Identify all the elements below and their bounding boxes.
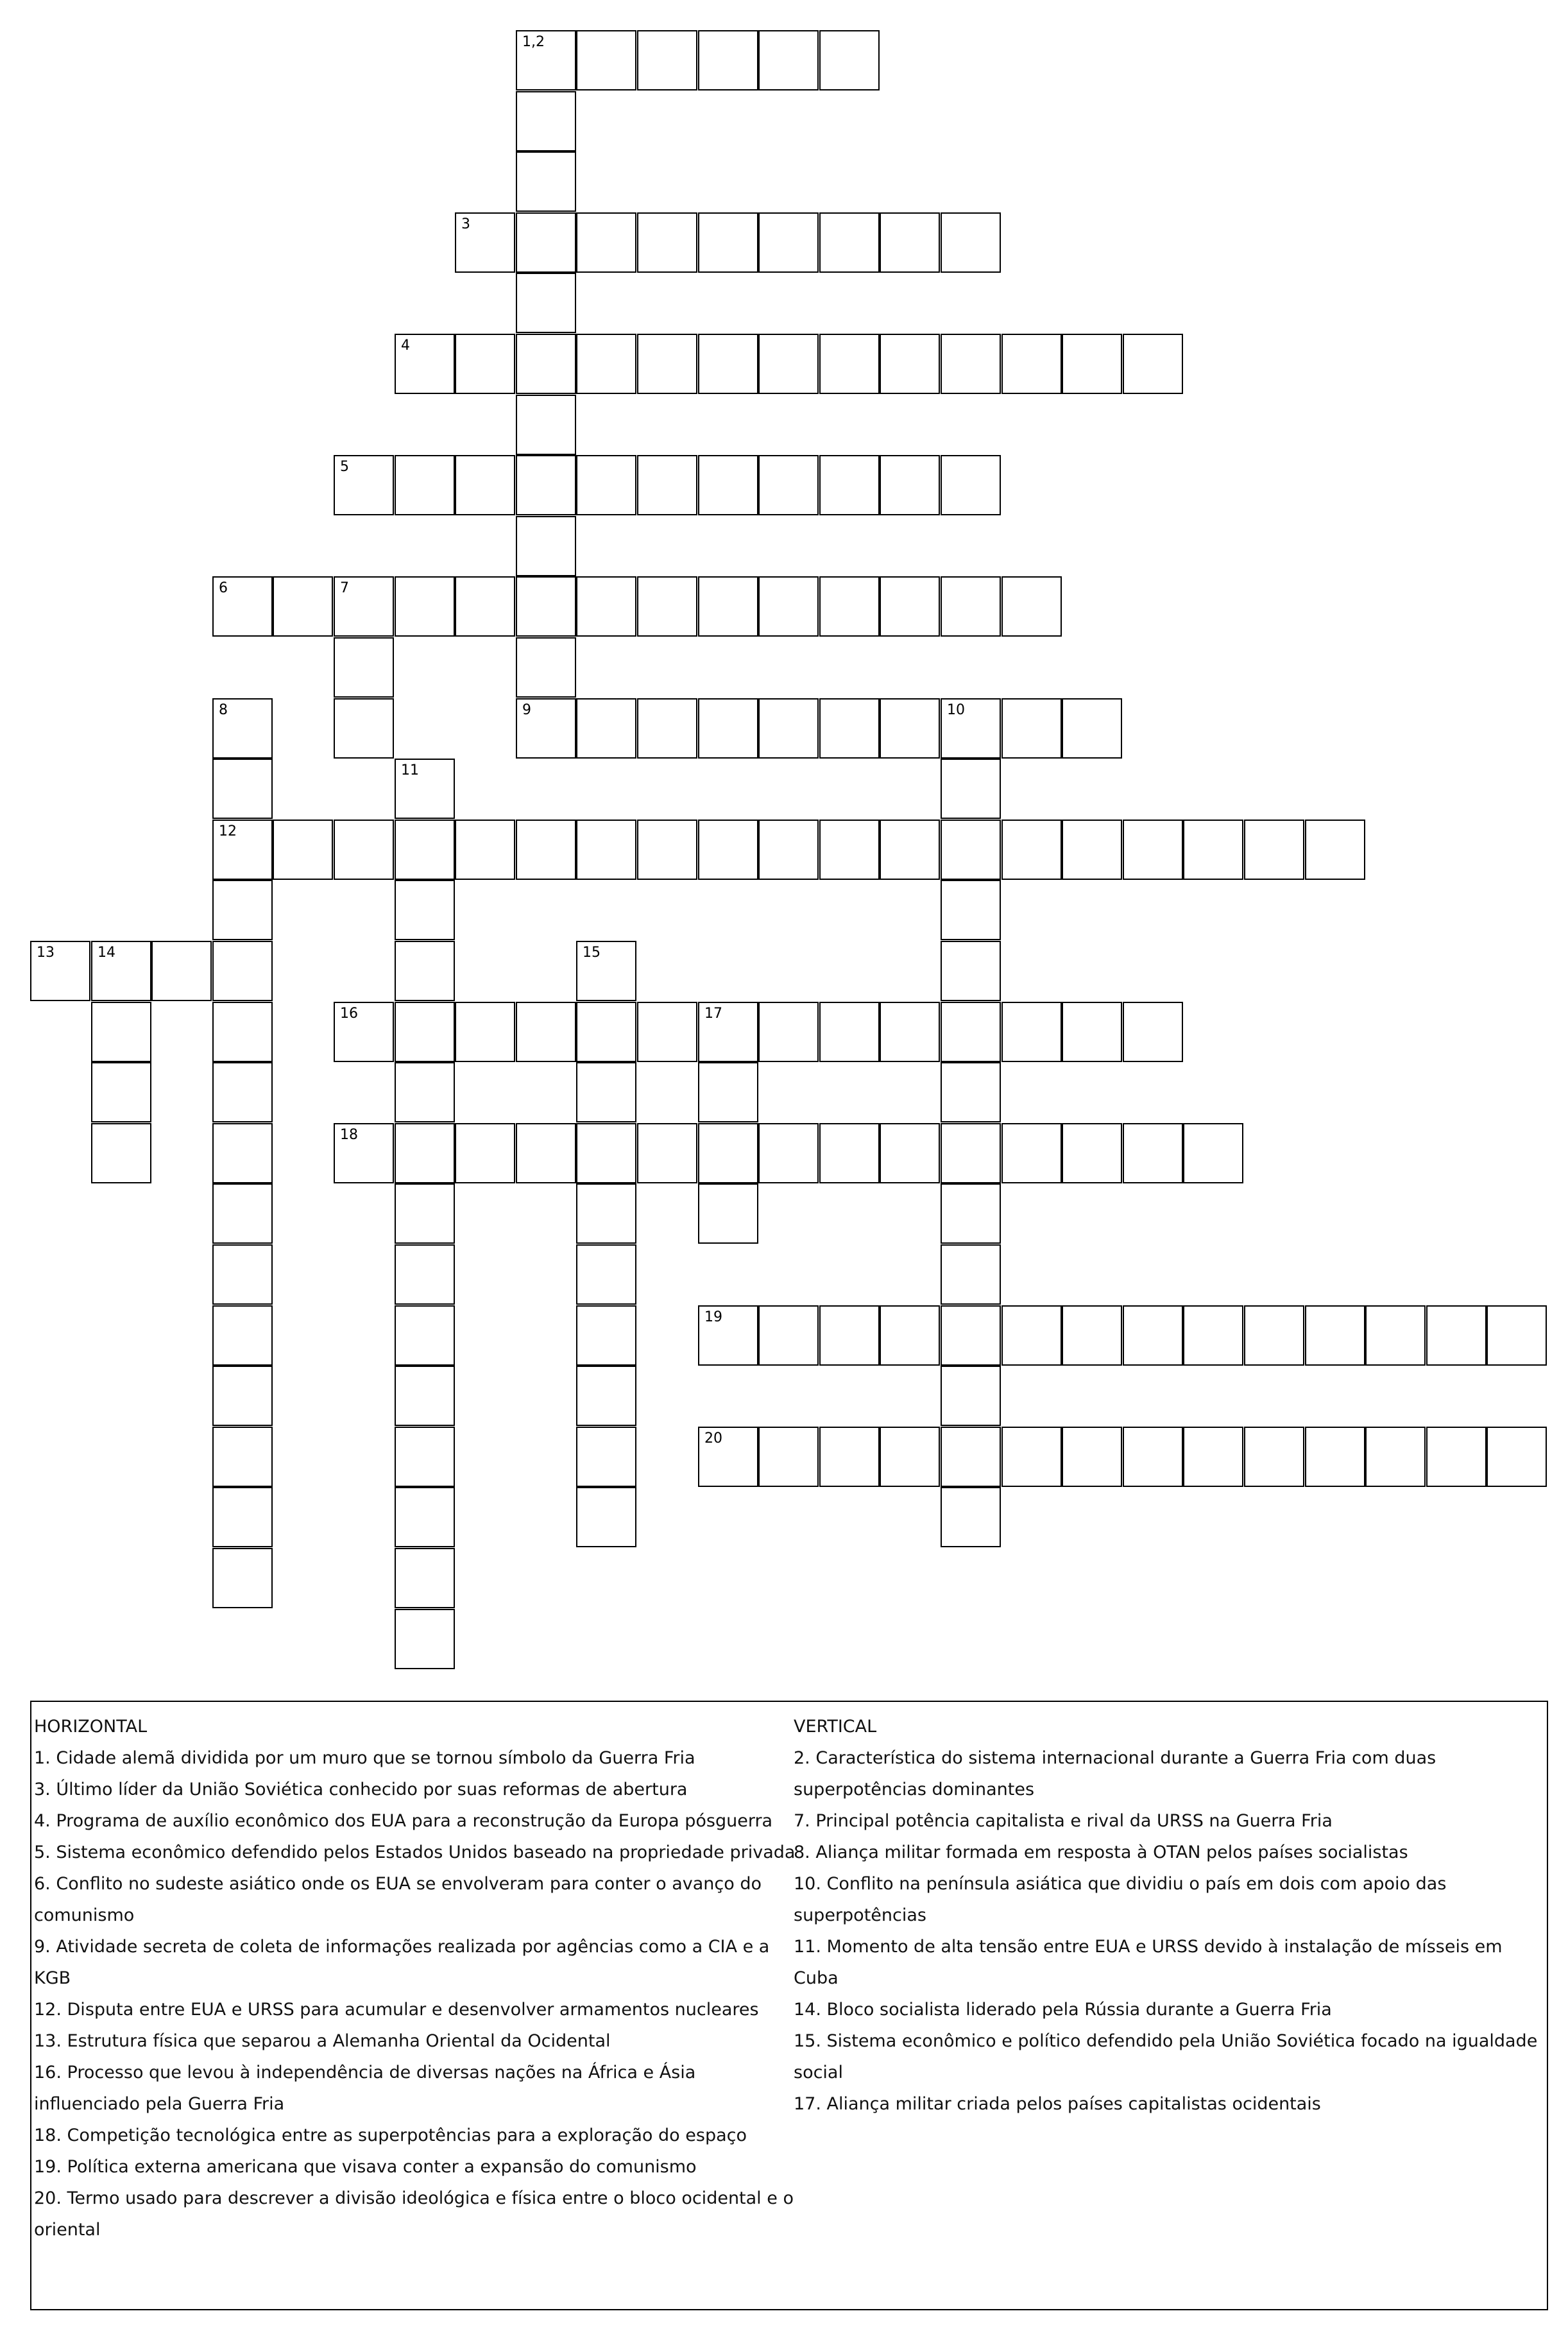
grid-cell[interactable] — [395, 334, 455, 394]
grid-cell[interactable] — [212, 880, 273, 940]
grid-cell[interactable] — [455, 212, 515, 273]
clue-number: 15 — [583, 945, 601, 961]
grid-cell[interactable] — [698, 1427, 758, 1487]
grid-cell[interactable] — [212, 1183, 273, 1244]
grid-cell[interactable] — [698, 1123, 758, 1183]
grid-cell[interactable] — [576, 455, 636, 515]
grid-cell[interactable] — [1001, 820, 1062, 880]
grid-cell[interactable] — [880, 576, 940, 637]
grid-cell[interactable] — [698, 820, 758, 880]
grid-cell[interactable] — [880, 1123, 940, 1183]
grid-cell[interactable] — [637, 334, 697, 394]
grid-cell[interactable] — [819, 30, 880, 90]
grid-cell[interactable] — [30, 941, 90, 1001]
clue-down-7: 7. Principal potência capitalista e rival da URSS na Guerra Fria — [794, 1811, 1333, 1831]
grid-cell[interactable] — [334, 637, 394, 698]
grid-cell[interactable] — [1001, 1123, 1062, 1183]
grid-cell[interactable] — [637, 30, 697, 90]
grid-cell[interactable] — [212, 1123, 273, 1183]
clue-across-6: 6. Conflito no sudeste asiático onde os EUA se envolveram para conter o avanço do comunismo — [34, 1874, 762, 1925]
grid-cell[interactable] — [516, 1002, 576, 1062]
clue-down-14: 14. Bloco socialista liderado pela Rússia durante a Guerra Fria — [794, 2000, 1332, 2020]
grid-cell[interactable] — [1062, 1305, 1122, 1366]
grid-cell[interactable] — [576, 1305, 636, 1366]
clue-number: 5 — [340, 459, 349, 475]
grid-cell[interactable] — [941, 1062, 1001, 1122]
grid-cell[interactable] — [1244, 820, 1304, 880]
grid-cell[interactable] — [637, 698, 697, 759]
grid-cell[interactable] — [516, 273, 576, 333]
grid-cell[interactable] — [819, 334, 880, 394]
grid-cell[interactable] — [819, 1002, 880, 1062]
grid-cell[interactable] — [819, 698, 880, 759]
grid-cell[interactable] — [1123, 1002, 1183, 1062]
grid-cell[interactable] — [455, 576, 515, 637]
grid-cell[interactable] — [819, 1123, 880, 1183]
grid-cell[interactable] — [758, 212, 819, 273]
grid-cell[interactable] — [395, 1427, 455, 1487]
grid-cell[interactable] — [819, 455, 880, 515]
grid-cell[interactable] — [880, 1002, 940, 1062]
clue-number: 16 — [340, 1006, 358, 1022]
grid-cell[interactable] — [516, 576, 576, 637]
clue-across-13: 13. Estrutura física que separou a Alemanha Oriental da Ocidental — [34, 2031, 611, 2051]
grid-cell[interactable] — [395, 1609, 455, 1669]
grid-cell[interactable] — [880, 820, 940, 880]
vertical-title: VERTICAL — [794, 1717, 877, 1737]
grid-cell[interactable] — [1305, 1427, 1365, 1487]
grid-cell[interactable] — [516, 516, 576, 576]
clue-across-12: 12. Disputa entre EUA e URSS para acumular e desenvolver armamentos nucleares — [34, 2000, 759, 2020]
grid-cell[interactable] — [1001, 576, 1062, 637]
grid-cell[interactable] — [758, 334, 819, 394]
grid-cell[interactable] — [880, 334, 940, 394]
grid-cell[interactable] — [941, 698, 1001, 759]
grid-cell[interactable] — [698, 455, 758, 515]
grid-cell[interactable] — [941, 1183, 1001, 1244]
grid-cell[interactable] — [334, 820, 394, 880]
grid-cell[interactable] — [516, 395, 576, 455]
grid-cell[interactable] — [1305, 1305, 1365, 1366]
clue-number: 1,2 — [522, 34, 545, 50]
grid-cell[interactable] — [1123, 1305, 1183, 1366]
grid-cell[interactable] — [1001, 698, 1062, 759]
grid-cell[interactable] — [637, 576, 697, 637]
grid-cell[interactable] — [1305, 820, 1365, 880]
horizontal-clues — [34, 1711, 797, 2245]
grid-cell[interactable] — [91, 1123, 151, 1183]
grid-cell[interactable] — [91, 941, 151, 1001]
grid-cell[interactable] — [1183, 820, 1243, 880]
grid-cell[interactable] — [212, 1062, 273, 1122]
grid-cell[interactable] — [576, 1366, 636, 1426]
clues-box — [30, 1701, 1548, 2310]
grid-cell[interactable] — [1062, 1123, 1122, 1183]
grid-cell[interactable] — [941, 576, 1001, 637]
grid-cell[interactable] — [819, 212, 880, 273]
grid-cell[interactable] — [941, 1366, 1001, 1426]
grid-cell[interactable] — [1001, 1305, 1062, 1366]
grid-cell[interactable] — [151, 941, 212, 1001]
grid-cell[interactable] — [1426, 1427, 1487, 1487]
grid-cell[interactable] — [637, 455, 697, 515]
grid-cell[interactable] — [273, 576, 333, 637]
grid-cell[interactable] — [1062, 820, 1122, 880]
clue-number: 10 — [947, 702, 965, 718]
grid-cell[interactable] — [1123, 1123, 1183, 1183]
grid-cell[interactable] — [819, 820, 880, 880]
clue-number: 8 — [219, 702, 228, 718]
grid-cell[interactable] — [819, 1427, 880, 1487]
grid-cell[interactable] — [455, 1123, 515, 1183]
grid-cell[interactable] — [395, 1002, 455, 1062]
grid-cell[interactable] — [1426, 1305, 1487, 1366]
grid-cell[interactable] — [212, 759, 273, 819]
grid-cell[interactable] — [758, 455, 819, 515]
grid-cell[interactable] — [1487, 1427, 1547, 1487]
grid-cell[interactable] — [334, 1002, 394, 1062]
grid-cell[interactable] — [576, 1487, 636, 1547]
grid-cell[interactable] — [334, 1123, 394, 1183]
clue-number: 17 — [704, 1006, 722, 1022]
grid-cell[interactable] — [941, 334, 1001, 394]
grid-cell[interactable] — [395, 820, 455, 880]
grid-cell[interactable] — [273, 820, 333, 880]
clue-across-18: 18. Competição tecnológica entre as superpotências para a exploração do espaço — [34, 2125, 747, 2145]
grid-cell[interactable] — [698, 1305, 758, 1366]
grid-cell[interactable] — [758, 1002, 819, 1062]
clue-down-15: 15. Sistema econômico e político defendido pela União Soviética focado na igualdade social — [794, 2031, 1538, 2082]
grid-cell[interactable] — [1123, 820, 1183, 880]
grid-cell[interactable] — [576, 820, 636, 880]
grid-cell[interactable] — [1062, 1427, 1122, 1487]
grid-cell[interactable] — [1487, 1305, 1547, 1366]
grid-cell[interactable] — [880, 212, 940, 273]
grid-cell[interactable] — [576, 30, 636, 90]
grid-cell[interactable] — [516, 637, 576, 698]
grid-cell[interactable] — [637, 1123, 697, 1183]
grid-cell[interactable] — [212, 1305, 273, 1366]
clue-number: 12 — [219, 823, 237, 839]
grid-cell[interactable] — [395, 455, 455, 515]
grid-cell[interactable] — [395, 941, 455, 1001]
grid-cell[interactable] — [1123, 1427, 1183, 1487]
grid-cell[interactable] — [880, 1305, 940, 1366]
grid-cell[interactable] — [576, 576, 636, 637]
grid-cell[interactable] — [395, 880, 455, 940]
grid-cell[interactable] — [941, 1487, 1001, 1547]
grid-cell[interactable] — [334, 455, 394, 515]
grid-cell[interactable] — [576, 1183, 636, 1244]
grid-cell[interactable] — [698, 1062, 758, 1122]
clue-number: 20 — [704, 1430, 722, 1447]
grid-cell[interactable] — [1244, 1427, 1304, 1487]
clue-down-11: 11. Momento de alta tensão entre EUA e URSS devido à instalação de mísseis em Cuba — [794, 1937, 1503, 1988]
vertical-clues — [794, 1711, 1544, 2120]
clue-number: 11 — [401, 762, 419, 778]
grid-cell[interactable] — [637, 212, 697, 273]
clue-down-17: 17. Aliança militar criada pelos países capitalistas ocidentais — [794, 2094, 1321, 2114]
grid-cell[interactable] — [395, 759, 455, 819]
grid-cell[interactable] — [1001, 1002, 1062, 1062]
grid-cell[interactable] — [212, 820, 273, 880]
clue-across-16: 16. Processo que levou à independência de diversas nações na África e Ásia influenciado pela Guerra Fria — [34, 2063, 696, 2114]
grid-cell[interactable] — [1001, 334, 1062, 394]
grid-cell[interactable] — [516, 91, 576, 151]
clue-across-20: 20. Termo usado para descrever a divisão ideológica e física entre o bloco ocidental e o oriental — [34, 2188, 794, 2240]
grid-cell[interactable] — [395, 1366, 455, 1426]
clue-number: 19 — [704, 1309, 722, 1325]
grid-cell[interactable] — [758, 1427, 819, 1487]
grid-cell[interactable] — [455, 820, 515, 880]
grid-cell[interactable] — [1001, 1427, 1062, 1487]
grid-cell[interactable] — [819, 576, 880, 637]
grid-cell[interactable] — [1062, 334, 1122, 394]
grid-cell[interactable] — [91, 1002, 151, 1062]
grid-cell[interactable] — [455, 334, 515, 394]
grid-cell[interactable] — [698, 30, 758, 90]
grid-cell[interactable] — [698, 698, 758, 759]
grid-cell[interactable] — [395, 1244, 455, 1305]
grid-cell[interactable] — [698, 576, 758, 637]
grid-cell[interactable] — [212, 1002, 273, 1062]
grid-cell[interactable] — [455, 1002, 515, 1062]
clue-across-19: 19. Política externa americana que visava conter a expansão do comunismo — [34, 2157, 697, 2177]
grid-cell[interactable] — [576, 334, 636, 394]
grid-cell[interactable] — [1183, 1427, 1243, 1487]
clue-down-2: 2. Característica do sistema internacional durante a Guerra Fria com duas superpotências dominantes — [794, 1748, 1436, 1799]
grid-cell[interactable] — [395, 1548, 455, 1608]
grid-cell[interactable] — [698, 1183, 758, 1244]
grid-cell[interactable] — [212, 941, 273, 1001]
clue-number: 13 — [37, 945, 55, 961]
grid-cell[interactable] — [334, 698, 394, 759]
grid-cell[interactable] — [516, 698, 576, 759]
grid-cell[interactable] — [576, 212, 636, 273]
grid-cell[interactable] — [941, 1427, 1001, 1487]
clue-across-5: 5. Sistema econômico defendido pelos Estados Unidos baseado na propriedade privada — [34, 1842, 796, 1862]
grid-cell[interactable] — [1183, 1305, 1243, 1366]
grid-cell[interactable] — [941, 1244, 1001, 1305]
grid-cell[interactable] — [1183, 1123, 1243, 1183]
grid-cell[interactable] — [212, 1487, 273, 1547]
grid-cell[interactable] — [516, 1123, 576, 1183]
grid-cell[interactable] — [758, 1123, 819, 1183]
grid-cell[interactable] — [941, 880, 1001, 940]
clue-across-9: 9. Atividade secreta de coleta de informações realizada por agências como a CIA e a KGB — [34, 1937, 770, 1988]
grid-cell[interactable] — [212, 576, 273, 637]
clue-down-8: 8. Aliança militar formada em resposta à OTAN pelos países socialistas — [794, 1842, 1408, 1862]
clue-down-10: 10. Conflito na península asiática que dividiu o país em dois com apoio das superpotências — [794, 1874, 1447, 1925]
grid-cell[interactable] — [516, 334, 576, 394]
clue-number: 7 — [340, 580, 349, 596]
grid-cell[interactable] — [880, 455, 940, 515]
grid-cell[interactable] — [395, 1305, 455, 1366]
grid-cell[interactable] — [758, 576, 819, 637]
grid-cell[interactable] — [880, 1427, 940, 1487]
grid-cell[interactable] — [758, 1305, 819, 1366]
grid-cell[interactable] — [1365, 1305, 1426, 1366]
grid-cell[interactable] — [516, 151, 576, 212]
grid-cell[interactable] — [758, 30, 819, 90]
grid-cell[interactable] — [212, 1548, 273, 1608]
grid-cell[interactable] — [395, 1123, 455, 1183]
clue-number: 6 — [219, 580, 228, 596]
grid-cell[interactable] — [576, 1062, 636, 1122]
grid-cell[interactable] — [941, 1002, 1001, 1062]
grid-cell[interactable] — [212, 698, 273, 759]
grid-cell[interactable] — [880, 698, 940, 759]
grid-cell[interactable] — [212, 1427, 273, 1487]
clue-number: 14 — [98, 945, 115, 961]
grid-cell[interactable] — [516, 212, 576, 273]
grid-cell[interactable] — [576, 1002, 636, 1062]
horizontal-title: HORIZONTAL — [34, 1717, 148, 1737]
grid-cell[interactable] — [1062, 698, 1122, 759]
clue-number: 18 — [340, 1127, 358, 1143]
grid-cell[interactable] — [941, 941, 1001, 1001]
grid-cell[interactable] — [941, 212, 1001, 273]
grid-cell[interactable] — [516, 30, 576, 90]
grid-cell[interactable] — [576, 1427, 636, 1487]
clue-across-1: 1. Cidade alemã dividida por um muro que se tornou símbolo da Guerra Fria — [34, 1748, 695, 1768]
grid-cell[interactable] — [576, 1244, 636, 1305]
clue-across-4: 4. Programa de auxílio econômico dos EUA para a reconstrução da Europa pósguerra — [34, 1811, 773, 1831]
grid-cell[interactable] — [395, 1062, 455, 1122]
grid-cell[interactable] — [941, 759, 1001, 819]
grid-cell[interactable] — [1365, 1427, 1426, 1487]
grid-cell[interactable] — [395, 1183, 455, 1244]
clue-across-3: 3. Último líder da União Soviética conhecido por suas reformas de abertura — [34, 1780, 688, 1799]
grid-cell[interactable] — [334, 576, 394, 637]
grid-cell[interactable] — [1123, 334, 1183, 394]
grid-cell[interactable] — [941, 455, 1001, 515]
clue-number: 4 — [401, 338, 410, 354]
grid-cell[interactable] — [212, 1244, 273, 1305]
clue-number: 9 — [522, 702, 531, 718]
grid-cell[interactable] — [1244, 1305, 1304, 1366]
grid-cell[interactable] — [1062, 1002, 1122, 1062]
grid-cell[interactable] — [941, 820, 1001, 880]
grid-cell[interactable] — [819, 1305, 880, 1366]
grid-cell[interactable] — [576, 941, 636, 1001]
grid-cell[interactable] — [698, 212, 758, 273]
grid-cell[interactable] — [941, 1123, 1001, 1183]
grid-cell[interactable] — [91, 1062, 151, 1122]
grid-cell[interactable] — [395, 576, 455, 637]
grid-cell[interactable] — [637, 1002, 697, 1062]
grid-cell[interactable] — [758, 698, 819, 759]
grid-cell[interactable] — [516, 820, 576, 880]
grid-cell[interactable] — [941, 1305, 1001, 1366]
clue-number: 3 — [461, 216, 470, 232]
grid-cell[interactable] — [212, 1366, 273, 1426]
grid-cell[interactable] — [576, 1123, 636, 1183]
grid-cell[interactable] — [758, 820, 819, 880]
grid-cell[interactable] — [455, 455, 515, 515]
grid-cell[interactable] — [637, 820, 697, 880]
grid-cell[interactable] — [576, 698, 636, 759]
grid-cell[interactable] — [516, 455, 576, 515]
grid-cell[interactable] — [698, 334, 758, 394]
grid-cell[interactable] — [698, 1002, 758, 1062]
grid-cell[interactable] — [395, 1487, 455, 1547]
